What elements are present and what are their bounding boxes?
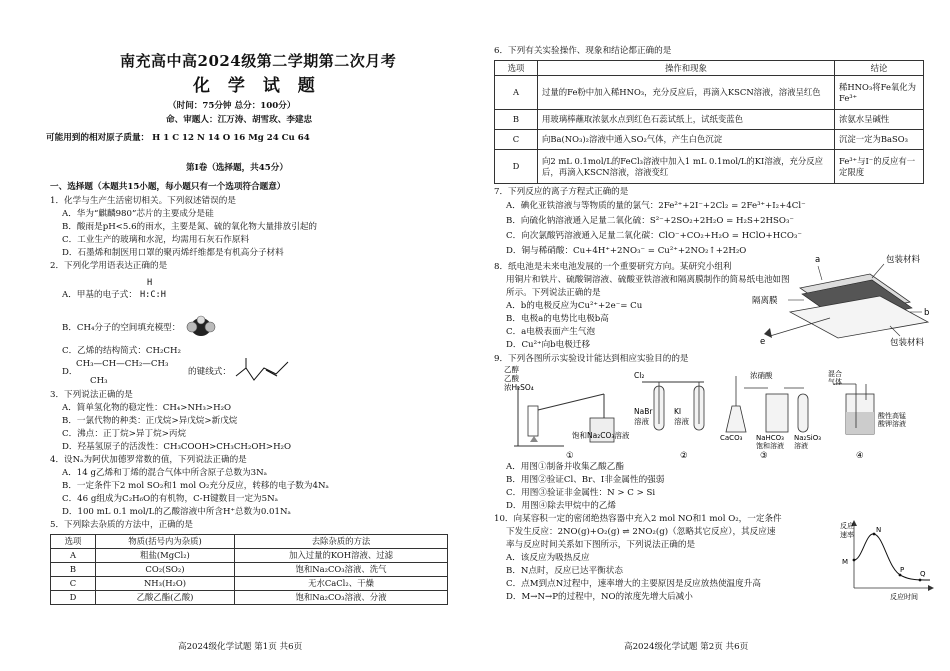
fig9-label-nabr: NaBr (634, 407, 653, 416)
table-row (495, 110, 924, 130)
fig9-label-cl2: Cl₂ (634, 371, 645, 380)
q9-option-c: C．用图③验证非金属性：N > C > Si (506, 488, 656, 498)
left-footer: 高2024级化学试题 第1页 共6页 (178, 642, 303, 652)
q5-cell: 乙酸乙酯(乙酸) (96, 591, 235, 605)
fig9-number-3: ③ (760, 451, 768, 461)
methane-space-filling-model-icon (186, 315, 216, 339)
part-one-heading: 第Ⅰ卷（选择题，共45分） (186, 163, 288, 173)
q5-stem: 5．下列除去杂质的方法中，正确的是 (50, 520, 193, 530)
fig9-label-nitric: 浓硝酸 (750, 371, 773, 380)
q8-stem-2: 用铜片和铁片、硫酸铜溶液、硫酸亚铁溶液和隔离膜制作的简易纸电池如图 (506, 275, 790, 285)
q1-option-d: D．石墨烯和制医用口罩的聚丙烯纤维都是有机高分子材料 (62, 248, 284, 258)
q5-cell: NH₃(H₂O) (96, 577, 235, 591)
fig9-label-sat-na2co3: 饱和Na₂CO₃溶液 (572, 431, 630, 440)
q4-option-c: C．46 g组成为C₂H₆O的有机物，C-H键数目一定为5Nₐ (62, 494, 278, 504)
fig9-label-nabr-solution: 溶液 (634, 417, 649, 426)
q9-option-a: A．用图①制备并收集乙酸乙酯 (506, 462, 624, 472)
q7-option-b: B．向硫化钠溶液通入足量二氧化硫：S²⁻+2SO₂+2H₂O = H₂S+2HSO₃⁻ (506, 216, 794, 226)
q9-option-b: B．用图②验证Cl、Br、I非金属性的强弱 (506, 475, 665, 485)
q3-option-a: A．简单氢化物的稳定性：CH₄>NH₃>H₂O (62, 403, 232, 413)
q8-option-a: A．b的电极反应为Cu²⁺+2e⁻= Cu (506, 301, 643, 311)
section-one-heading: 一、选择题（本题共15小题，每小题只有一个选项符合题意） (50, 182, 286, 192)
authors: 命、审题人：江万涛、胡雪玫、李建忠 (166, 115, 313, 125)
graph-point-p: P (900, 566, 905, 574)
q6-cell: 沉淀一定为BaSO₃ (835, 130, 924, 150)
time-info: （时间：75分钟 总分：100分） (168, 101, 296, 111)
fig9-label-nahco3-sat: 饱和溶液 (756, 442, 784, 450)
q5-cell: 粗盐(MgCl₂) (96, 549, 235, 563)
fig9-label-kmno4: 酸性高锰 (878, 412, 906, 420)
q7-stem: 7．下列反应的离子方程式正确的是 (494, 187, 629, 197)
q5-cell: C (51, 577, 96, 591)
fig9-label-acetic-acid: 乙酸 (504, 374, 519, 383)
q5-cell: 无水CaCl₂、干燥 (235, 577, 448, 591)
methyl-electron-formula: H:C:H (140, 290, 166, 300)
fig9-label-sulfuric: 浓H₂SO₄ (504, 383, 534, 392)
q10-option-b: B．N点时，反应已达平衡状态 (506, 566, 623, 576)
q10-option-d: D．M→N→P的过程中，NO的浓度先增大后减小 (506, 592, 693, 602)
q8-stem: 8．纸电池是未来电池发展的一个重要研究方向。某研究小组利 (494, 262, 732, 272)
q5-cell: 加入过量的KOH溶液、过滤 (235, 549, 448, 563)
q6-cell: D (495, 150, 538, 184)
table-row (51, 549, 448, 563)
apparatus-4 (828, 369, 906, 461)
q3-option-c: C．沸点：正丁烷>异丁烷>丙烷 (62, 429, 187, 439)
q5-cell: B (51, 563, 96, 577)
fig9-number-2: ② (680, 451, 688, 461)
fig9-label-ki-solution: 溶液 (674, 417, 689, 426)
fig9-label-ethanol: 乙醇 (504, 365, 519, 374)
q1-option-b: B．酸雨是pH<5.6的雨水，主要是氮、硫的氧化物大量排放引起的 (62, 222, 318, 232)
q2-option-a-label: A．甲基的电子式： (62, 290, 137, 300)
q8-stem-3: 所示。下列说法正确的是 (506, 288, 601, 298)
fig8-label-b: b (924, 308, 930, 318)
rate-time-graph (840, 518, 936, 602)
q8-option-b: B．电极a的电势比电极b高 (506, 314, 609, 324)
q6-header-option: 选项 (495, 61, 538, 76)
q5-cell: 饱和Na₂CO₃溶液、分液 (235, 591, 448, 605)
table-row (495, 76, 924, 110)
q10-stem-2: 下发生反应：2NO(g)+O₂(g) ⇌ 2NO₂(g)（忽略其它反应），其反应速 (506, 527, 776, 537)
fig9-label-nahco3: NaHCO₃ (756, 434, 784, 442)
fig9-label-na2sio3-solution: 溶液 (794, 442, 808, 450)
q9-option-d: D．用图④除去甲烷中的乙烯 (506, 501, 617, 511)
subject-title: 化 学 试 题 (193, 76, 321, 96)
isopentane-condensed-formula: CH₃—CH—CH₂—CH₃ (76, 359, 169, 369)
q5-header-option: 选项 (51, 535, 96, 549)
atomic-masses: 可能用到的相对原子质量： H 1 C 12 N 14 O 16 Mg 24 Cu 64 (46, 133, 310, 143)
q6-cell: 向2 mL 0.1mol/L的FeCl₃溶液中加入1 mL 0.1mol/L的KI溶液，充分反应后，再滴入KSCN溶液，溶液变红 (538, 150, 835, 184)
graph-ylabel-1: 反应 (840, 522, 854, 530)
graph-point-m: M (842, 558, 849, 566)
q6-header-operation: 操作和现象 (538, 61, 835, 76)
q2-option-c: C．乙烯的结构简式：CH₂CH₂ (62, 346, 181, 356)
table-row (51, 577, 448, 591)
q4-stem: 4．设Nₐ为阿伏加德罗常数的值，下列说法正确的是 (50, 455, 247, 465)
q6-table (494, 60, 924, 184)
graph-ylabel-2: 速率 (840, 531, 854, 539)
fig9-label-mix: 混合 (828, 370, 842, 378)
q2-option-b: B．CH₄分子的空间填充模型： (62, 323, 181, 333)
q1-stem: 1．化学与生产生活密切相关。下列叙述错误的是 (50, 196, 236, 206)
q2-option-d-label: D． (62, 367, 78, 377)
q7-option-d: D．铜与稀硝酸：Cu+4H⁺+2NO₃⁻ = Cu²⁺+2NO₂↑+2H₂O (506, 246, 747, 256)
q6-cell: 浓氨水呈碱性 (835, 110, 924, 130)
fig8-label-e: e (760, 337, 766, 347)
fig9-label-ki: KI (674, 407, 682, 416)
q7-option-c: C．向次氯酸钙溶液通入足量二氧化碳：ClO⁻+CO₂+H₂O = HClO+HCO₃⁻ (506, 231, 802, 241)
q4-option-d: D．100 mL 0.1 mol/L的乙酸溶液中所含H⁺总数为0.01Nₐ (62, 507, 291, 517)
q5-cell: CO₂(SO₂) (96, 563, 235, 577)
graph-point-q: Q (920, 570, 926, 578)
right-footer: 高2024级化学试题 第2页 共6页 (624, 642, 749, 652)
exam-title: 南充高中高2024级第二学期第二次月考 (120, 52, 397, 70)
fig9-number-1: ① (566, 451, 574, 461)
q5-header-method: 去除杂质的方法 (235, 535, 448, 549)
paper-battery-diagram (752, 250, 940, 350)
q5-table (50, 534, 448, 605)
q10-stem: 10．向某容积一定的密闭绝热容器中充入2 mol NO和1 mol O₂，一定条件 (494, 514, 782, 524)
fig8-label-membrane: 隔离膜 (752, 296, 778, 306)
q3-option-d: D．羟基氢原子的活泼性：CH₃COOH>CH₃CH₂OH>H₂O (62, 442, 292, 452)
table-row (495, 150, 924, 184)
q4-option-b: B．一定条件下2 mol SO₂和1 mol O₂充分反应，转移的电子数为4Nₐ (62, 481, 329, 491)
q6-cell: A (495, 76, 538, 110)
q1-option-a: A．华为“麒麟980”芯片的主要成分是硅 (62, 209, 214, 219)
q6-cell: 向Ba(NO₃)₂溶液中通入SO₂气体，产生白色沉淀 (538, 130, 835, 150)
q9-stem: 9．下列各图所示实验设计能达到相应实验目的的是 (494, 354, 689, 364)
q2-option-d-mid: 的键线式： (188, 367, 231, 377)
q5-cell: A (51, 549, 96, 563)
q6-cell: C (495, 130, 538, 150)
q4-option-a: A．14 g乙烯和丁烯的混合气体中所含原子总数为3Nₐ (62, 468, 267, 478)
table-row (51, 563, 448, 577)
fig8-label-pack-bottom: 包装材料 (890, 338, 925, 348)
q6-cell: 过量的Fe粉中加入稀HNO₃，充分反应后，再滴入KSCN溶液，溶液呈红色 (538, 76, 835, 110)
fig9-label-kmno4-solution: 酸钾溶液 (878, 420, 906, 428)
q6-cell: 用玻璃棒蘸取浓氨水点到红色石蕊试纸上，试纸变蓝色 (538, 110, 835, 130)
q10-option-a: A．该反应为吸热反应 (506, 553, 590, 563)
apparatus-1 (504, 364, 630, 461)
fig8-label-a: a (815, 255, 821, 265)
skeletal-formula-icon (232, 354, 292, 386)
q8-option-c: C．a电极表面产生气泡 (506, 327, 596, 337)
table-row (51, 591, 448, 605)
q3-option-b: B．一氯代物的种类：正戊烷>异戊烷>新戊烷 (62, 416, 238, 426)
q9-apparatus-diagrams (494, 366, 934, 460)
q6-header-conclusion: 结论 (835, 61, 924, 76)
q1-option-c: C．工业生产的玻璃和水泥，均需用石灰石作原料 (62, 235, 250, 245)
isopentane-branch: CH₃ (90, 376, 108, 386)
q10-option-c: C．点M到点N过程中，速率增大的主要原因是反应放热使温度升高 (506, 579, 761, 589)
q5-cell: D (51, 591, 96, 605)
fig9-number-4: ④ (856, 451, 864, 461)
q2-stem: 2．下列化学用语表达正确的是 (50, 261, 168, 271)
q6-cell: B (495, 110, 538, 130)
fig9-label-na2sio3: Na₂SiO₃ (794, 434, 822, 442)
q6-cell: 稀HNO₃将Fe氧化为Fe³⁺ (835, 76, 924, 110)
apparatus-3 (720, 370, 821, 461)
q10-stem-3: 率与反应时间关系如下图所示，下列说法正确的是 (506, 540, 696, 550)
q6-stem: 6．下列有关实验操作、现象和结论都正确的是 (494, 46, 672, 56)
q5-header-substance: 物质(括号内为杂质) (96, 535, 235, 549)
q6-cell: Fe³⁺与I⁻的反应有一定限度 (835, 150, 924, 184)
q3-stem: 3．下列说法正确的是 (50, 390, 133, 400)
fig8-label-pack-top: 包装材料 (886, 255, 921, 265)
methyl-electron-dots-top: H (147, 278, 153, 288)
q5-cell: 饱和Na₂CO₃溶液、洗气 (235, 563, 448, 577)
fig9-label-caco3: CaCO₃ (720, 434, 743, 442)
fig9-label-gas: 气体 (828, 378, 842, 386)
graph-point-n: N (876, 526, 882, 534)
table-row (495, 130, 924, 150)
apparatus-2 (634, 371, 704, 461)
q8-option-d: D．Cu²⁺向b电极迁移 (506, 340, 591, 350)
q7-option-a: A．碘化亚铁溶液与等物质的量的氯气：2Fe²⁺+2I⁻+2Cl₂ = 2Fe³⁺+I₂+4Cl⁻ (506, 201, 806, 211)
graph-xlabel: 反应时间 (890, 593, 918, 601)
